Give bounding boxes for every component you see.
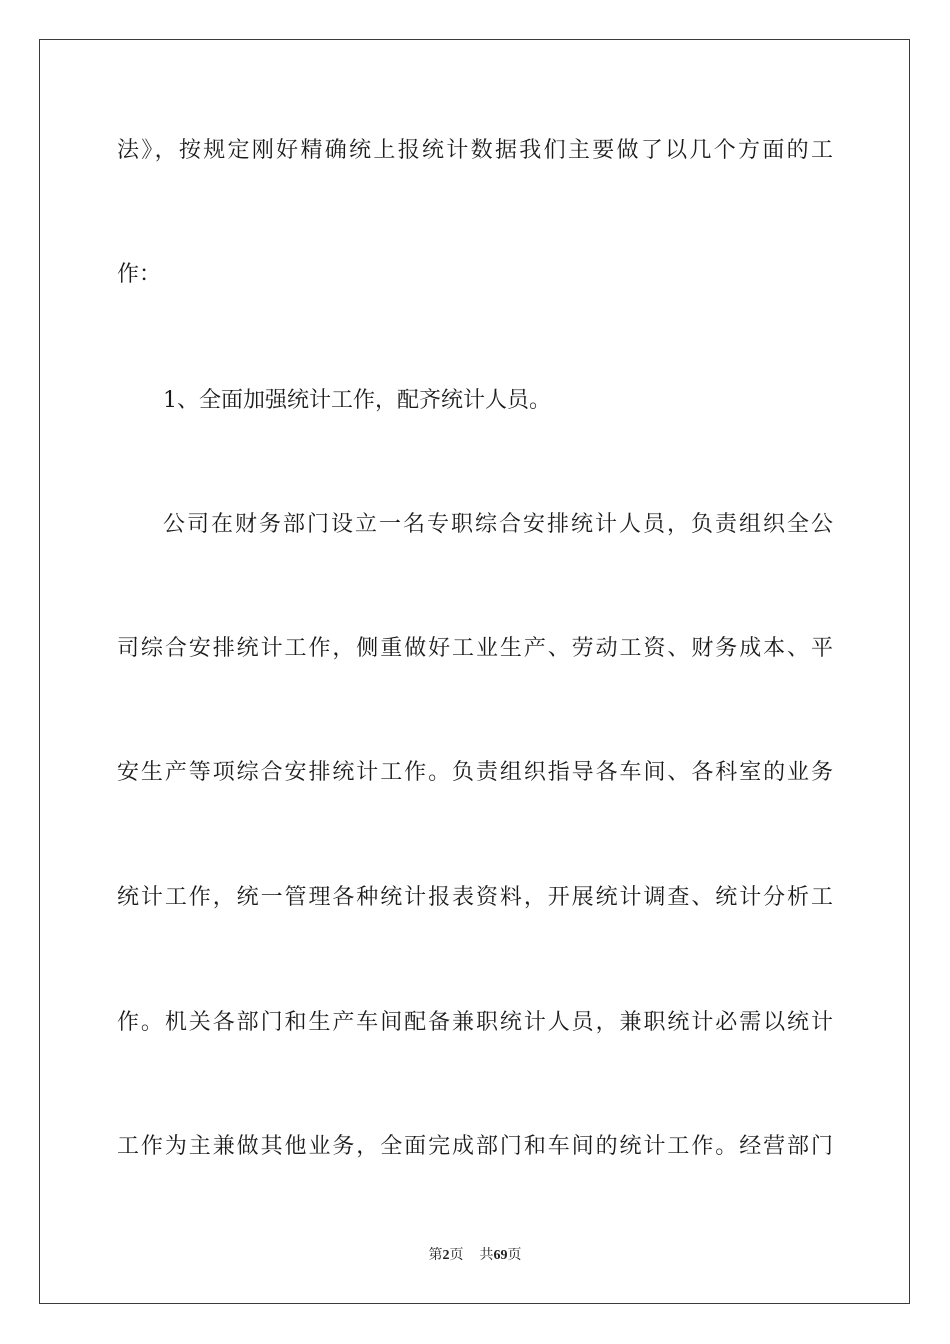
total-suffix: 页	[507, 1248, 522, 1263]
body-line-4: 公司在财务部门设立一名专职综合安排统计人员，负责组织全公	[163, 512, 833, 537]
body-line-1: 法》，按规定刚好精确统上报统计数据我们主要做了以几个方面的工	[117, 138, 833, 163]
section-heading-1: 1、全面加强统计工作，配齐统计人员。	[163, 388, 551, 413]
page-number: 2	[442, 1248, 450, 1263]
body-line-7: 统计工作，统一管理各种统计报表资料，开展统计调查、统计分析工	[117, 885, 833, 910]
body-line-2: 作：	[117, 262, 162, 287]
page-prefix: 第	[428, 1248, 443, 1263]
body-line-8: 作。机关各部门和生产车间配备兼职统计人员，兼职统计必需以统计	[117, 1010, 833, 1035]
body-line-5: 司综合安排统计工作，侧重做好工业生产、劳动工资、财务成本、平	[117, 636, 833, 661]
page-suffix: 页	[449, 1248, 464, 1263]
body-line-6: 安生产等项综合安排统计工作。负责组织指导各车间、各科室的业务	[117, 760, 833, 785]
page-border	[39, 39, 910, 1304]
total-prefix: 共	[479, 1248, 494, 1263]
total-pages: 69	[493, 1248, 508, 1263]
body-line-9: 工作为主兼做其他业务，全面完成部门和车间的统计工作。经营部门	[117, 1134, 833, 1159]
page-footer	[0, 1247, 950, 1265]
